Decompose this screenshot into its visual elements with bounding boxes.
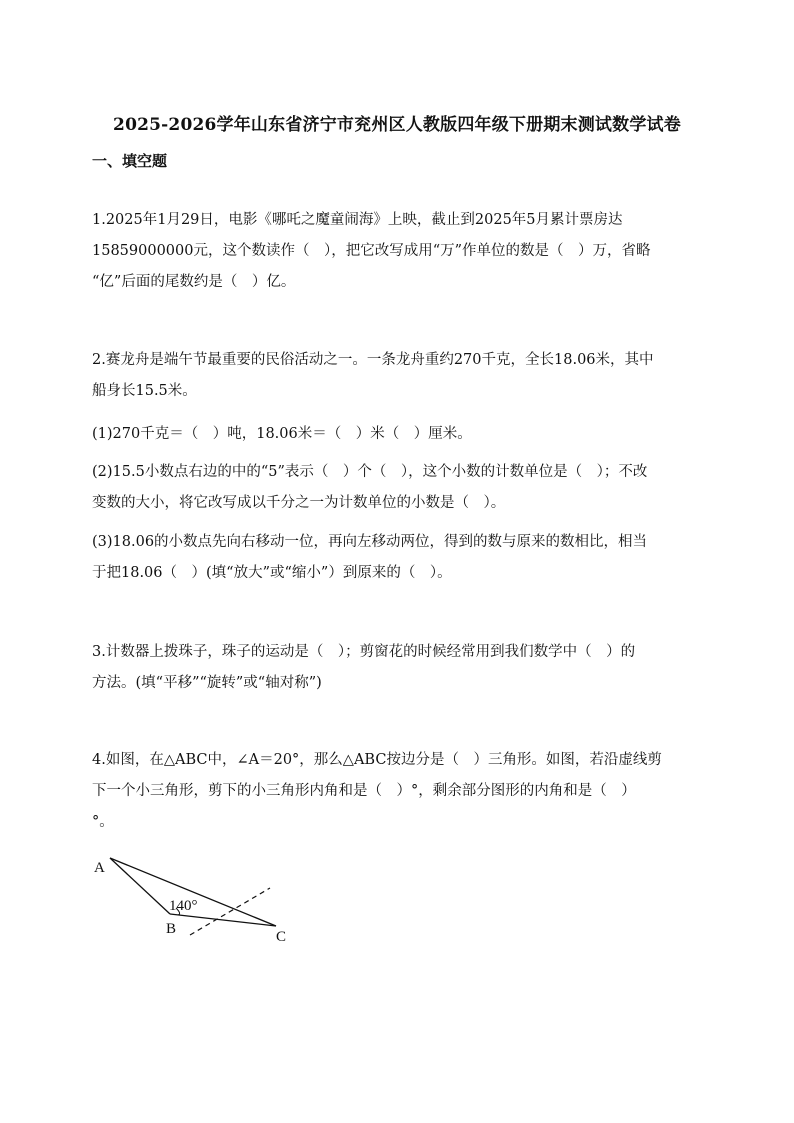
question-1-line: “亿”后面的尾数约是（ ）亿。: [92, 274, 296, 290]
triangle-side-ab: [110, 858, 170, 914]
vertex-label-c: C: [276, 929, 287, 945]
question-4: [92, 745, 704, 838]
question-2-part-1: [92, 419, 704, 450]
question-3-line: 方法。(填“平移”“旋转”或“轴对称”): [92, 675, 322, 691]
exam-title: 2025-2026学年山东省济宁市兖州区人教版四年级下册期末测试数学试卷: [113, 115, 681, 135]
vertex-label-a: A: [94, 860, 105, 876]
question-2: [92, 345, 704, 407]
question-2-part-3-line: (3)18.06的小数点先向右移动一位，再向左移动两位，得到的数与原来的数相比，相当: [92, 534, 648, 550]
question-4-line: °。: [92, 814, 114, 830]
question-2-part-3-line: 于把18.06（ ）(填“放大”或“缩小”）到原来的（ ）。: [92, 565, 452, 581]
question-2-part-2-line: 变数的大小，将它改写成以千分之一为计数单位的小数是（ ）。: [92, 495, 506, 511]
question-1: [92, 205, 704, 298]
question-2-part-1-line: (1)270千克＝（ ）吨，18.06米＝（ ）米（ ）厘米。: [92, 426, 472, 442]
question-1-line: 1.2025年1月29日，电影《哪吒之魔童闹海》上映，截止到2025年5月累计票房达: [92, 212, 623, 228]
angle-label: 140°: [169, 898, 198, 914]
section-heading-fill-in-blank: 一、填空题: [92, 152, 168, 170]
question-3-line: 3.计数器上拨珠子，珠子的运动是（ ）；剪窗花的时候经常用到我们数学中（ ）的: [92, 644, 636, 660]
triangle-side-ac: [110, 858, 276, 926]
question-4-line: 下一个小三角形，剪下的小三角形内角和是（ ）°，剩余部分图形的内角和是（ ）: [92, 783, 636, 799]
question-2-part-3: [92, 527, 704, 589]
question-4-line: 4.如图，在△ABC中，∠A＝20°，那么△ABC按边分是（ ）三角形。如图，若沿虚线剪: [92, 752, 662, 768]
question-3: [92, 637, 704, 699]
triangle-figure: [90, 850, 290, 950]
question-2-part-2-line: (2)15.5小数点右边的中的“5”表示（ ）个（ ），这个小数的计数单位是（ ）；不改: [92, 464, 648, 480]
question-2-line: 船身长15.5米。: [92, 383, 197, 399]
question-2-part-2: [92, 457, 704, 519]
question-2-line: 2.赛龙舟是端午节最重要的民俗活动之一。一条龙舟重约270千克，全长18.06米，其中: [92, 352, 654, 368]
question-1-line: 15859000000元，这个数读作（ ），把它改写成用“万”作单位的数是（ ）万，省略: [92, 243, 651, 259]
vertex-label-b: B: [166, 921, 177, 937]
